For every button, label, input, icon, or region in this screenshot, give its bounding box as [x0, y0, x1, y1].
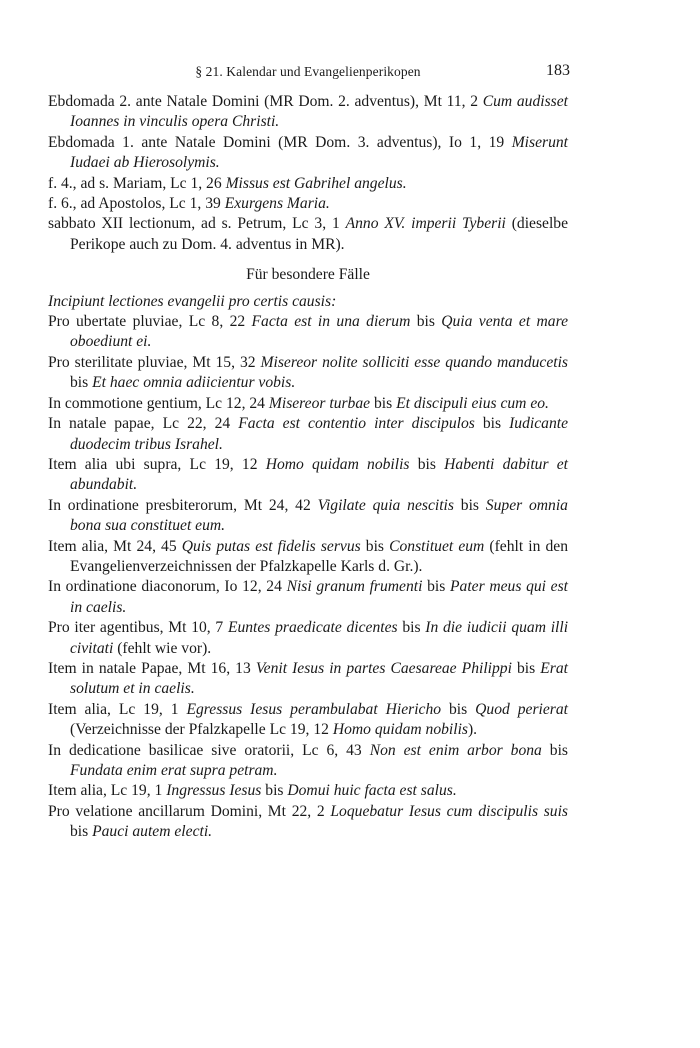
entry-incipit: Habenti dabitur et abundabit.	[70, 455, 568, 494]
entry-incipit: Venit Iesus in partes Caesareae Philippi	[255, 659, 512, 677]
entry-text: bis	[410, 313, 442, 331]
entry	[48, 659, 568, 700]
book-page	[48, 0, 568, 843]
intro-line: Incipiunt lectiones evangelii pro certis causis:	[48, 292, 337, 310]
entry-text: Pro iter agentibus, Mt 10, 7	[48, 619, 228, 637]
entry-text: bis	[422, 578, 451, 596]
entry-text: sabbato XII lectionum, ad s. Petrum, Lc 3, 1	[48, 215, 346, 233]
page-number: 183	[546, 62, 570, 79]
entry	[48, 174, 568, 194]
entry-text: Item alia, Lc 19, 1	[48, 782, 167, 800]
entry-incipit: Cum audisset Ioannes in vinculis opera Christi.	[70, 93, 568, 131]
entry-incipit: Anno XV. imperii Tyberii	[345, 215, 506, 233]
entry	[48, 700, 568, 741]
entry-incipit: Super omnia bona sua constituet eum.	[70, 496, 568, 535]
entry	[48, 496, 568, 537]
entry-incipit: Homo quidam nobilis	[265, 455, 410, 473]
entry-text: bis	[441, 700, 476, 718]
entry-text: bis	[70, 374, 93, 392]
calendar-entries	[48, 92, 568, 255]
entry-text: ).	[467, 721, 478, 739]
entry-text: bis	[397, 619, 426, 637]
entry-text: bis	[453, 496, 486, 514]
entry	[48, 802, 568, 843]
entry-incipit: Erat solutum et in caelis.	[70, 659, 568, 698]
entry-incipit: Misereor turbae	[268, 394, 371, 412]
entry	[48, 537, 568, 578]
entry-text: Item alia ubi supra, Lc 19, 12	[48, 455, 266, 473]
entry	[48, 618, 568, 659]
entry-incipit: Misereor nolite solliciti esse quando manducetis	[260, 353, 568, 371]
entry-text: (fehlt wie vor).	[113, 639, 212, 657]
entry-incipit: Euntes praedicate dicentes	[227, 619, 398, 637]
entry-incipit: Miserunt Iudaei ab Hierosolymis.	[70, 133, 568, 172]
entry-text: In commotione gentium, Lc 12, 24	[48, 394, 269, 412]
entry-incipit: Constituet eum	[389, 537, 485, 555]
entry	[48, 414, 568, 455]
entry-incipit: Nisi granum frumenti	[286, 578, 423, 596]
entry-text: bis	[541, 741, 568, 759]
entry	[48, 133, 568, 174]
entry-text: Pro velatione ancillarum Domini, Mt 22, 2	[48, 802, 331, 820]
entry-text: f. 6., ad Apostolos, Lc 1, 39	[48, 195, 225, 213]
entry-incipit: Loquebatur Iesus cum discipulis suis	[330, 802, 568, 820]
entry-text: bis	[70, 823, 93, 841]
running-head	[48, 62, 568, 92]
entry	[48, 214, 568, 255]
entry-text: In dedicatione basilicae sive oratorii, Lc 6, 43	[48, 741, 370, 759]
entry-incipit: Missus est Gabrihel angelus.	[225, 174, 407, 192]
entry-incipit: Non est enim arbor bona	[369, 741, 542, 759]
section-heading: Für besondere Fälle	[246, 266, 370, 284]
entry-text: Pro sterilitate pluviae, Mt 15, 32	[48, 353, 261, 371]
entry-incipit: Facta est in una dierum	[251, 313, 411, 331]
entry-text: Pro ubertate pluviae, Lc 8, 22	[48, 313, 252, 331]
entry-text: bis	[409, 455, 445, 473]
entry-incipit: Et haec omnia adiicientur vobis.	[92, 374, 296, 392]
entry-incipit: Et discipuli eius cum eo.	[396, 394, 549, 412]
entry-incipit: Domui huic facta est salus.	[287, 782, 457, 800]
entry-incipit: Homo quidam nobilis	[332, 721, 468, 739]
entry-incipit: Exurgens Maria.	[224, 195, 330, 213]
entry-incipit: Facta est contentio inter discipulos	[238, 415, 475, 433]
entry-incipit: Quod perierat	[475, 700, 568, 718]
entry-text: (fehlt in den Evangelienverzeichnissen der Pfalzkapelle Karls d. Gr.).	[70, 537, 569, 575]
entry-text: In natale papae, Lc 22, 24	[48, 415, 239, 433]
entry-text: Item in natale Papae, Mt 16, 13	[48, 659, 256, 677]
special-entries	[48, 312, 568, 843]
entry-text: f. 4., ad s. Mariam, Lc 1, 26	[48, 174, 226, 192]
entry-text: (Verzeichnisse der Pfalzkapelle Lc 19, 12	[70, 721, 333, 739]
entry-incipit: Vigilate quia nescitis	[317, 496, 454, 514]
entry-text: bis	[511, 659, 541, 677]
entry	[48, 194, 568, 214]
entry	[48, 577, 568, 618]
entry-text: Item alia, Mt 24, 45	[48, 537, 182, 555]
entry-text: bis	[360, 537, 390, 555]
entry-text: bis	[370, 394, 397, 412]
entry-incipit: Pauci autem electi.	[92, 823, 213, 841]
entry	[48, 312, 568, 353]
entry-text: In ordinatione presbiterorum, Mt 24, 42	[48, 496, 318, 514]
entry-incipit: Quis putas est fidelis servus	[181, 537, 361, 555]
running-title: § 21. Kalendar und Evangelienperikopen	[195, 64, 421, 79]
entry-text: bis	[261, 782, 288, 800]
entry-incipit: Iudicante duodecim tribus Israhel.	[70, 415, 568, 453]
entry-incipit: Pater meus qui est in caelis.	[70, 578, 569, 616]
entry	[48, 741, 568, 782]
entry-incipit: Fundata enim erat supra petram.	[70, 762, 278, 779]
entry	[48, 394, 568, 414]
entry-text: Ebdomada 2. ante Natale Domini (MR Dom. 2. adventus), Mt 11, 2	[48, 93, 483, 110]
entry-incipit: Quia venta et mare oboediunt ei.	[70, 313, 568, 351]
entry	[48, 781, 568, 801]
entry	[48, 92, 568, 133]
entry-incipit: Egressus Iesus perambulabat Hiericho	[186, 700, 442, 718]
entry	[48, 353, 568, 394]
entry-incipit: In die iudicii quam illi civitati	[70, 619, 569, 657]
entry-text: bis	[474, 415, 510, 433]
entry	[48, 455, 568, 496]
entry-text: Item alia, Lc 19, 1	[48, 700, 187, 718]
entry-text: Ebdomada 1. ante Natale Domini (MR Dom. 3. adventus), Io 1, 19	[48, 133, 512, 151]
entry-text: In ordinatione diaconorum, Io 12, 24	[48, 578, 287, 596]
entry-text: (dieselbe Perikope auch zu Dom. 4. adventus in MR).	[70, 215, 568, 253]
entry-incipit: Ingressus Iesus	[166, 782, 262, 800]
